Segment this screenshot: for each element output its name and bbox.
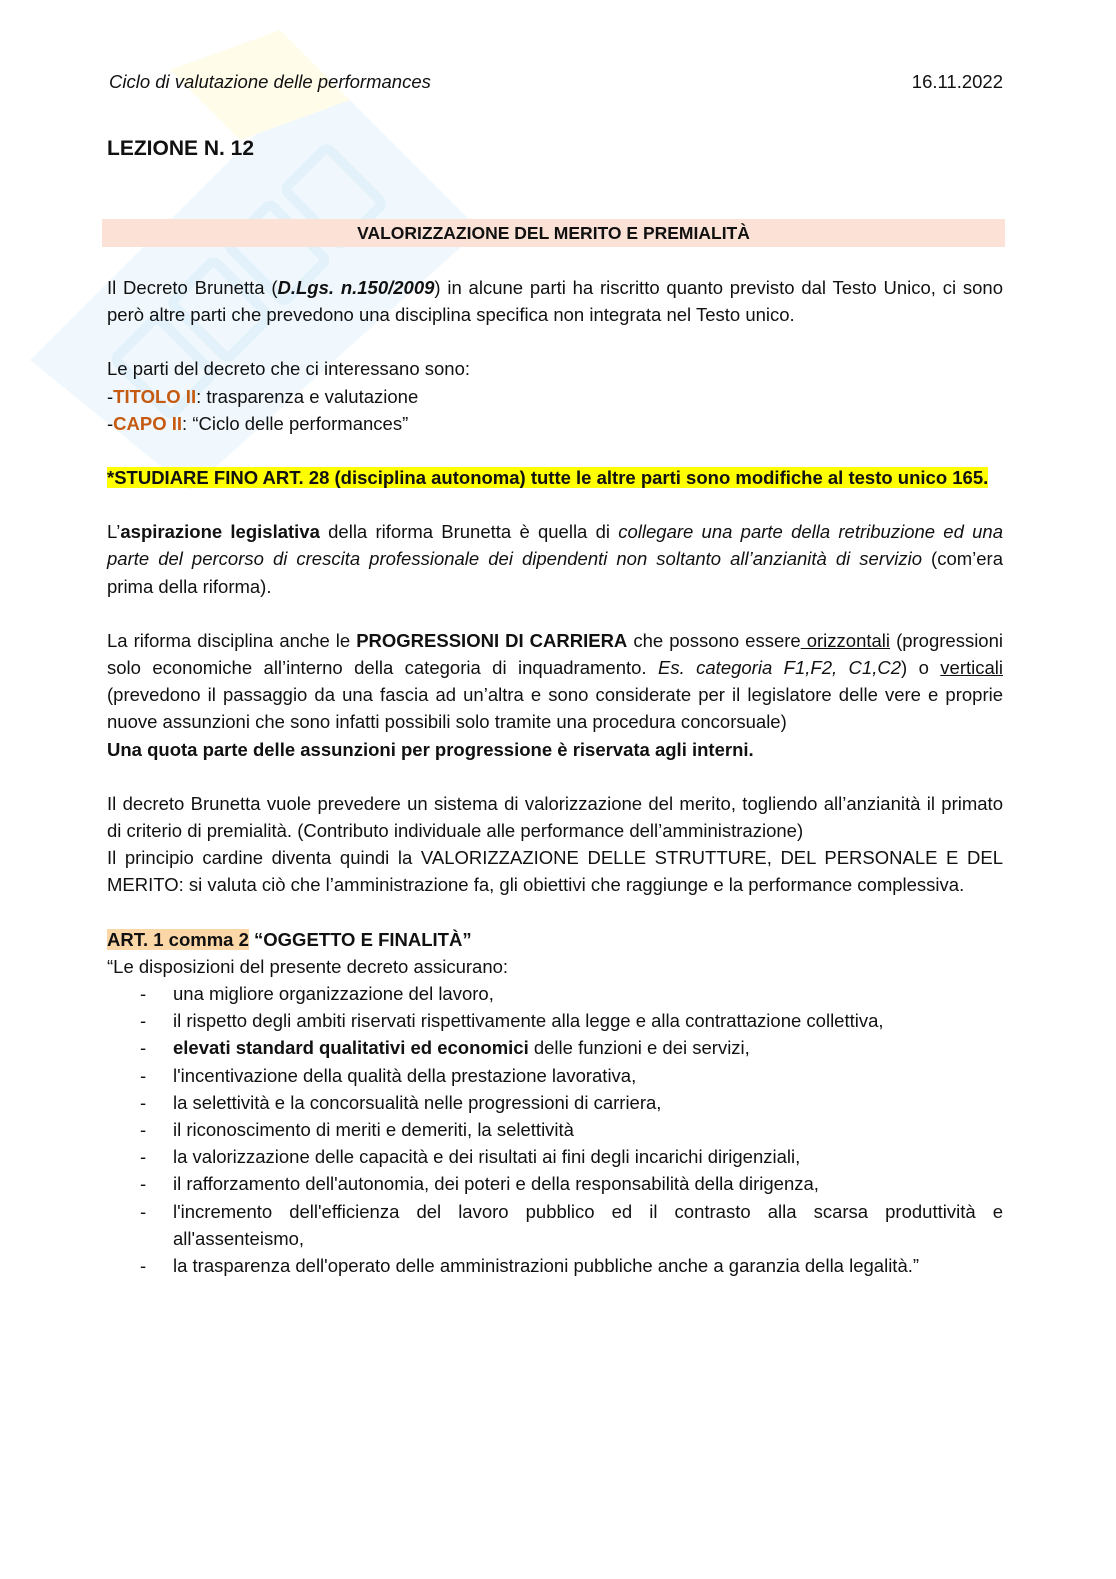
list-item: - la selettività e la concorsualità nelle progressioni di carriera, bbox=[107, 1089, 1003, 1116]
list-item: - il rafforzamento dell'autonomia, dei poteri e della responsabilità della dirigenza, bbox=[107, 1170, 1003, 1197]
list-item: - una migliore organizzazione del lavoro, bbox=[107, 980, 1003, 1007]
parts-list bbox=[107, 355, 1003, 437]
progressioni-bold-line: Una quota parte delle assunzioni per progressione è riservata agli interni. bbox=[107, 738, 754, 760]
list-item: - la valorizzazione delle capacità e dei risultati ai fini degli incarichi dirigenziali, bbox=[107, 1143, 1003, 1170]
page-header bbox=[107, 68, 1003, 96]
art1-lead: “Le disposizioni del presente decreto assicurano: bbox=[107, 955, 509, 977]
section-title: VALORIZZAZIONE DEL MERITO E PREMIALITÀ bbox=[102, 219, 1005, 247]
list-item: - l'incremento dell'efficienza del lavoro pubblico ed il contrasto alla scarsa produttività e all'assenteismo, bbox=[107, 1198, 1003, 1252]
law-reference: D.Lgs. n.150/2009 bbox=[277, 277, 435, 298]
parts-item-titolo: -TITOLO II: trasparenza e valutazione bbox=[107, 385, 419, 407]
art1-heading: ART. 1 comma 2 “OGGETTO E FINALITÀ” bbox=[107, 928, 472, 950]
header-date: 16.11.2022 bbox=[911, 71, 1003, 92]
study-note: *STUDIARE FINO ART. 28 (disciplina autonoma) tutte le altre parti sono modifiche al testo unico 165. bbox=[107, 467, 989, 489]
parts-item-capo: -CAPO II: “Ciclo delle performances” bbox=[107, 412, 409, 434]
progressioni-paragraph: La riforma disciplina anche le PROGRESSIONI DI CARRIERA che possono essere orizzontali (progressioni solo economiche all’interno della categoria di inquadramento. Es. categoria F1,F2, C1,C2) o verticali (prevedono il passaggio da una fascia ad un’altra e sono considerate per il legislatore delle vere e proprie nuove assunzioni che sono infatti possibili solo tramite una procedura concorsuale) bbox=[107, 629, 1003, 733]
art1-list bbox=[107, 980, 1003, 1279]
list-item: - elevati standard qualitativi ed economici delle funzioni e dei servizi, bbox=[107, 1034, 1003, 1061]
lesson-title: LEZIONE N. 12 bbox=[107, 137, 255, 160]
parts-lead: Le parti del decreto che ci interessano sono: bbox=[107, 358, 471, 380]
header-title: Ciclo di valutazione delle performances bbox=[109, 71, 431, 92]
intro-paragraph: Il Decreto Brunetta (D.Lgs. n.150/2009) in alcune parti ha riscritto quanto previsto dal Testo Unico, ci sono però altre parti che prevedono una disciplina specifica non integrata nel Testo unico. bbox=[107, 277, 1003, 326]
list-item: - il rispetto degli ambiti riservati rispettivamente alla legge e alla contrattazione collettiva, bbox=[107, 1007, 1003, 1034]
aspirazione-paragraph: L’aspirazione legislativa della riforma Brunetta è quella di collegare una parte della retribuzione ed una parte del percorso di crescita professionale dei dipendenti non soltanto all’anzianità di servizio (com’era prima della riforma). bbox=[107, 521, 1003, 597]
list-item: - l'incentivazione della qualità della prestazione lavorativa, bbox=[107, 1062, 1003, 1089]
merito-paragraph-1: Il decreto Brunetta vuole prevedere un sistema di valorizzazione del merito, togliendo all’anzianità il primato di criterio di premialità. (Contributo individuale alle performance dell’amministrazione) bbox=[107, 792, 1003, 842]
list-item: - il riconoscimento di meriti e demeriti, la selettività bbox=[107, 1116, 1003, 1143]
document-body bbox=[107, 274, 1003, 1279]
list-item: - la trasparenza dell'operato delle amministrazioni pubbliche anche a garanzia della legalità.” bbox=[107, 1252, 1003, 1279]
merito-paragraph-2: Il principio cardine diventa quindi la VALORIZZAZIONE DELLE STRUTTURE, DEL PERSONALE E DEL MERITO: si valuta ciò che l’amministrazione fa, gli obiettivi che raggiunge e la performance complessiva. bbox=[107, 847, 1003, 896]
